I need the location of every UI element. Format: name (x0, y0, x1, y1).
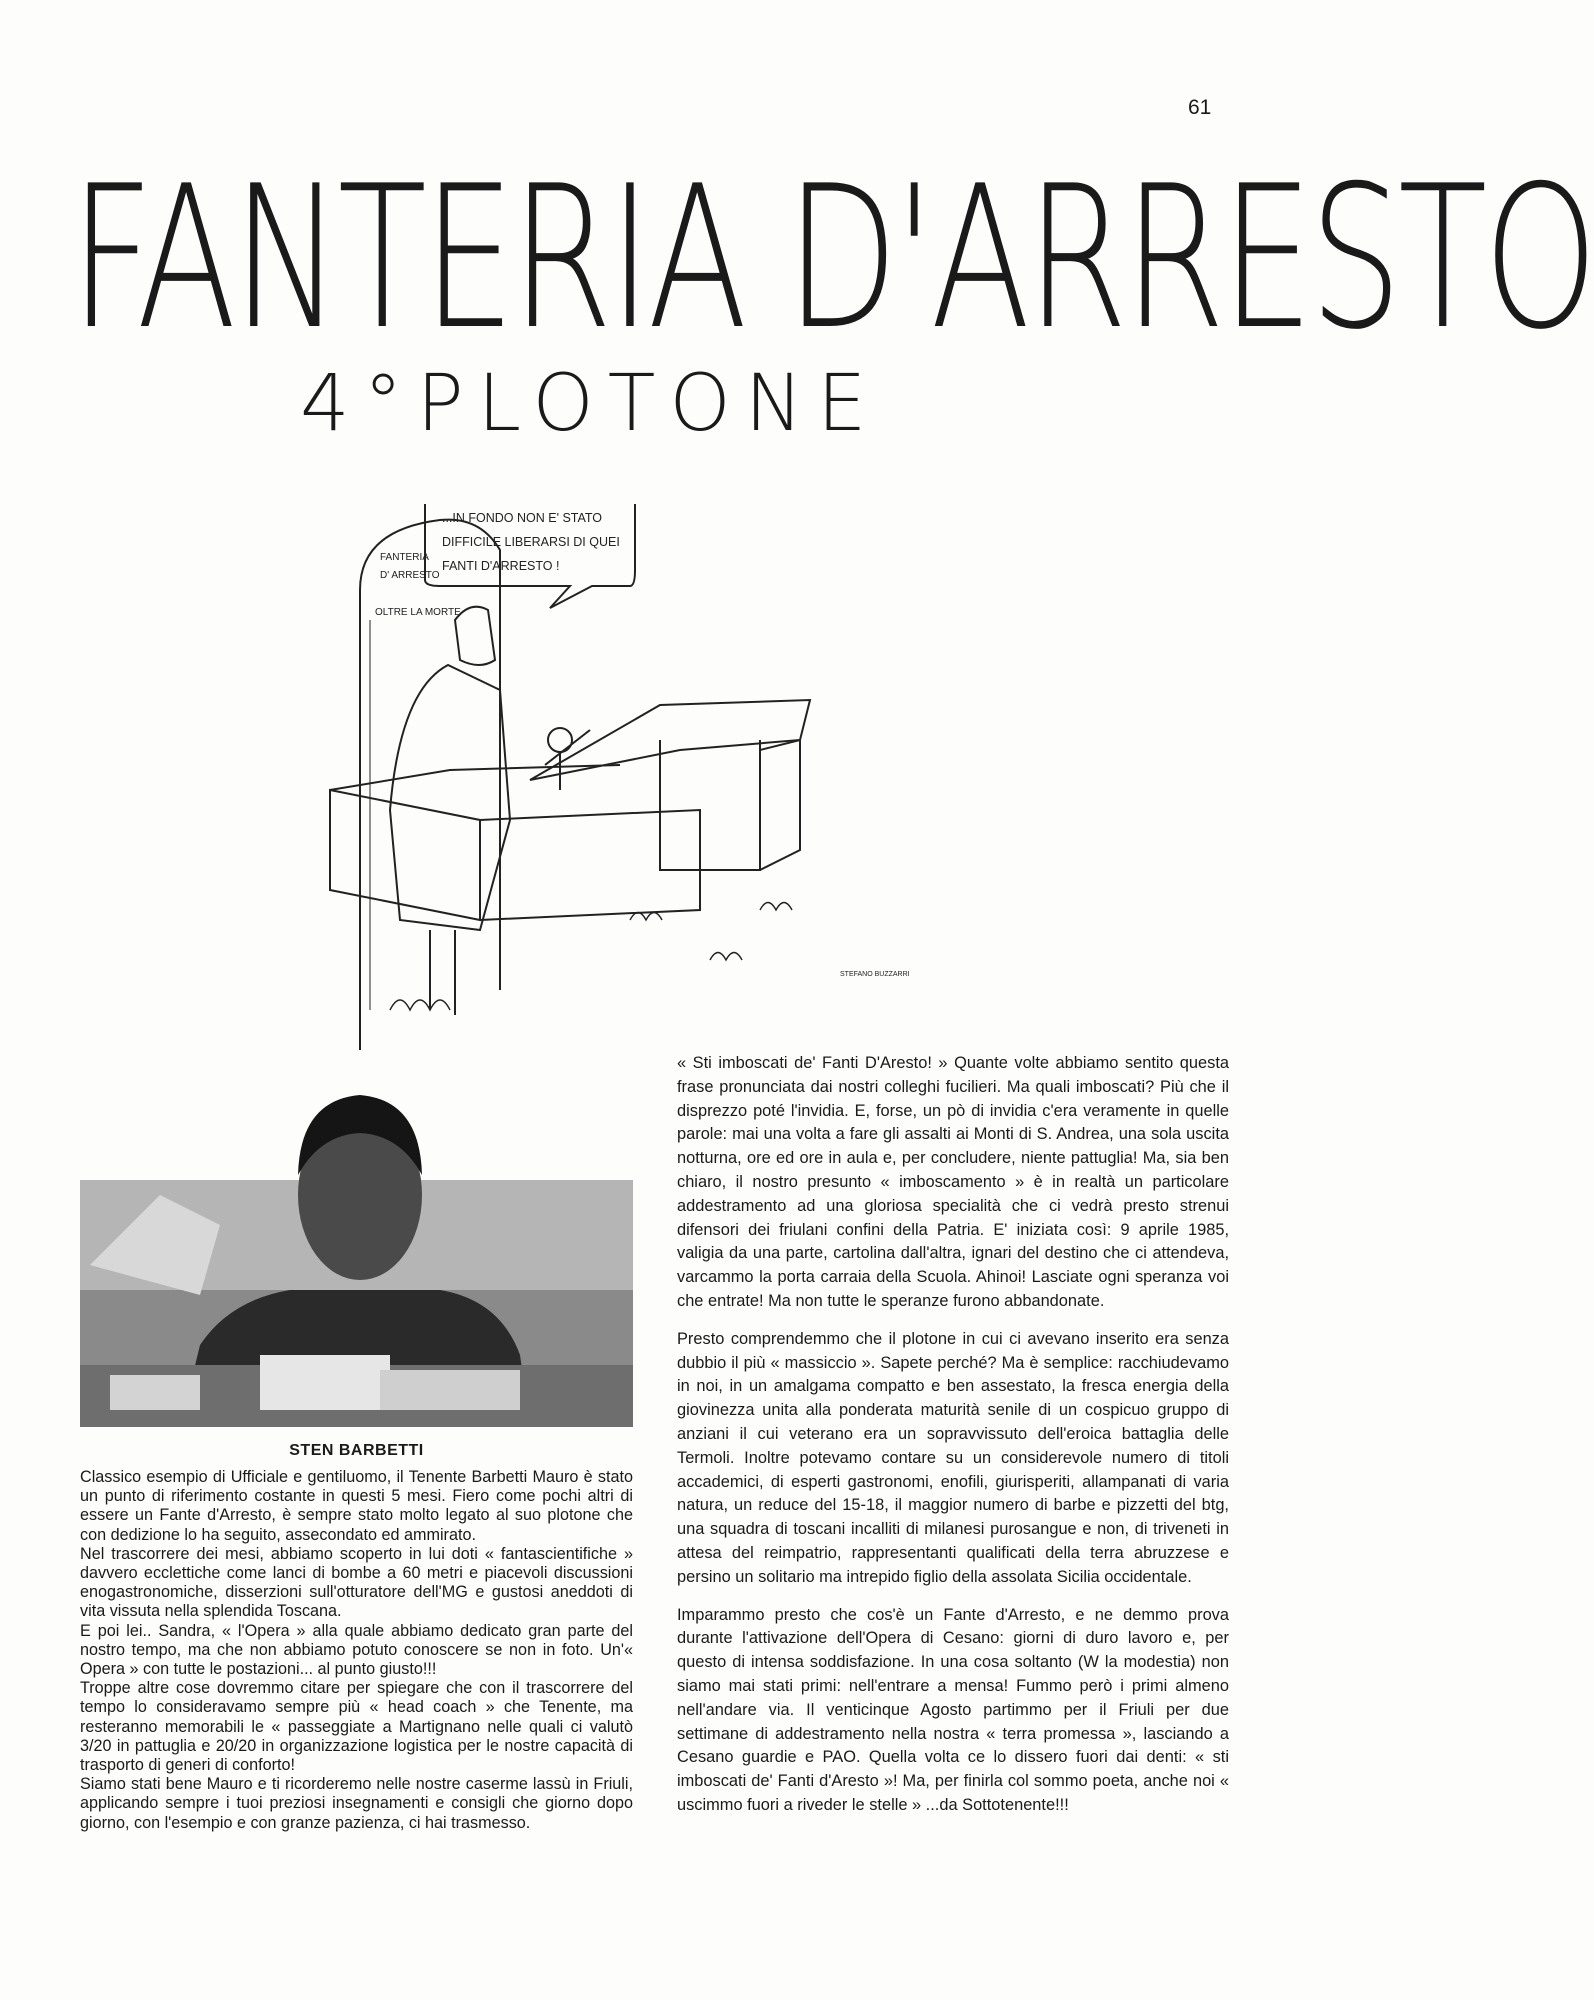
sidebar-paragraph: Siamo stati bene Mauro e ti ricorderemo nelle nostre caserme lassù in Friuli, applicando sempre i tuoi preziosi insegnamenti e consigli che giorno dopo giorno, con l'esempio e con granze pazienza, ci hai trasmesso. (80, 1775, 633, 1832)
photo-caption: STEN BARBETTI (289, 1442, 424, 1459)
page-subtitle: 4°PLOTONE (300, 359, 881, 449)
soldier-coat (390, 665, 510, 930)
portrait-photo (80, 1065, 633, 1427)
page-title: FANTERIA D'ARRESTO (70, 143, 1594, 374)
speech-line-3: FANTI D'ARRESTO ! (442, 559, 560, 573)
artist-signature: STEFANO BUZZARRI (840, 971, 910, 978)
cartoon-illustration (330, 490, 970, 1030)
main-article (677, 1052, 1229, 1832)
sidebar-paragraph: E poi lei.. Sandra, « l'Opera » alla quale abbiamo dedicato gran parte del nostro tempo, ma che non abbiamo potuto conoscere se non in foto. Un'« Opera » con tutte le postazioni... al punto giusto!!! (80, 1621, 633, 1679)
sidebar-article (80, 1468, 633, 1833)
main-paragraph: « Sti imboscati de' Fanti D'Aresto! » Quante volte abbiamo sentito questa frase pronunciata dai nostri colleghi fucilieri. Ma quali imboscati? Più che il disprezzo poté l'invidia. E, forse, un pò di invidia c'era veramente in quelle parole: mai una volta a fare gli assalti ai Monti di S. Andrea, una sola uscita notturna, ore ed ore in aula e, per concludere, niente pattuglia! Ma, sia ben chiaro, il nostro presunto « imboscamento » è in realtà un particolare addestramento ad una gloriosa specialità che ci vedrà presto strenui difensori dei friulani confini della Patria. E' iniziata così: 9 aprile 1985, valigia da una parte, cartolina dall'altra, ignari del destino che ci attendeva, varcammo la porta carraia della Scuola. Ahinoi! Lasciate ogni speranza voi che entrate! Ma non tutte le speranze furono abbandonate. (677, 1054, 1229, 1310)
speech-line-2: DIFFICILE LIBERARSI DI QUEI (442, 535, 620, 549)
main-paragraph: Imparammo presto che cos'è un Fante d'Arresto, e ne demmo prova durante l'attivazione dell'Opera di Cesano: giorni di duro lavoro e, per questo di intensa soddisfazione. In una cosa soltanto (W la modestia) non siamo mai stati primi: nell'entrare a mensa! Fummo però i primi almeno nell'andare via. Il venticinque Agosto partimmo per il Friuli per due settimane di addestramento nella nostra « terra promessa », lasciando a Cesano guardie e PAO. Quella volta ce lo dissero fuori dai denti: « sti imboscati de' Fanti d'Aresto »! Ma, per finirla col sommo poeta, anche noi « uscimmo fuori a riveder le stelle » ...da Sottotenente!!! (677, 1605, 1229, 1814)
sidebar-paragraph: Nel trascorrere dei mesi, abbiamo scoperto in lui doti « fantascientifiche » davvero ecclettiche come lanci di bombe a 60 metri e piacevoli discussioni enogastronomiche, disserzioni sull'otturatore dell'MG e gustosi aneddoti di vita vissuta nella splendida Toscana. (80, 1544, 633, 1621)
main-paragraph: Presto comprendemmo che il plotone in cui ci avevano inserito era senza dubbio il più « massiccio ». Sapete perché? Ma è semplice: racchiudevamo in noi, in un amalgama compatto e ben assestato, la fresca energia della giovinezza unita alla ponderata maturità senile di un cospicuo gruppo di anziani il cui veterano era un sopravvissuto dell'eroica battaglia delle Termoli. Inoltre potevamo contare su un considerevole numero di titoli accademici, di esperti gastronomi, enofili, giurisperiti, allampanati di varia natura, un reduce del 15-18, il maggior numero di barbe e pizzetti del btg, una squadra di toscani incalliti di milanesi purosangue e non, di triveneti in attesa del reimpatrio, rappresentanti qualificati della terra abruzzese e persino un solitario ma intrepido figlio della assolata Sicilia occidentale. (677, 1329, 1229, 1586)
page-number: 61 (1188, 96, 1212, 119)
sidebar-paragraph: Classico esempio di Ufficiale e gentiluomo, il Tenente Barbetti Mauro è stato un punto di riferimento costante in questi 5 mesi. Fiero come pochi altri di essere un Fante d'Arresto, è sempre stato molto legato al suo plotone che con dedizione lo ha seguito, assecondato ed ammirato. (80, 1468, 633, 1544)
tombstone-line-2: D' ARRESTO (380, 570, 440, 581)
sidebar-paragraph: Troppe altre cose dovremmo citare per spiegare che con il trascorrere del tempo lo consideravamo sempre più « head coach » che Tenente, ma resteranno memorabili le « passeggiate a Martignano nelle quali ci valutò 3/20 in pattuglia e 20/20 in organizzazione logistica per le nostre capacità di trasporto di generi di conforto! (80, 1679, 633, 1775)
soldier-head (455, 607, 495, 665)
tombstone-line-3: OLTRE LA MORTE (375, 607, 461, 618)
tombstone-line-1: FANTERIA (380, 552, 429, 563)
speech-line-1: ...IN FONDO NON E' STATO (442, 511, 603, 525)
